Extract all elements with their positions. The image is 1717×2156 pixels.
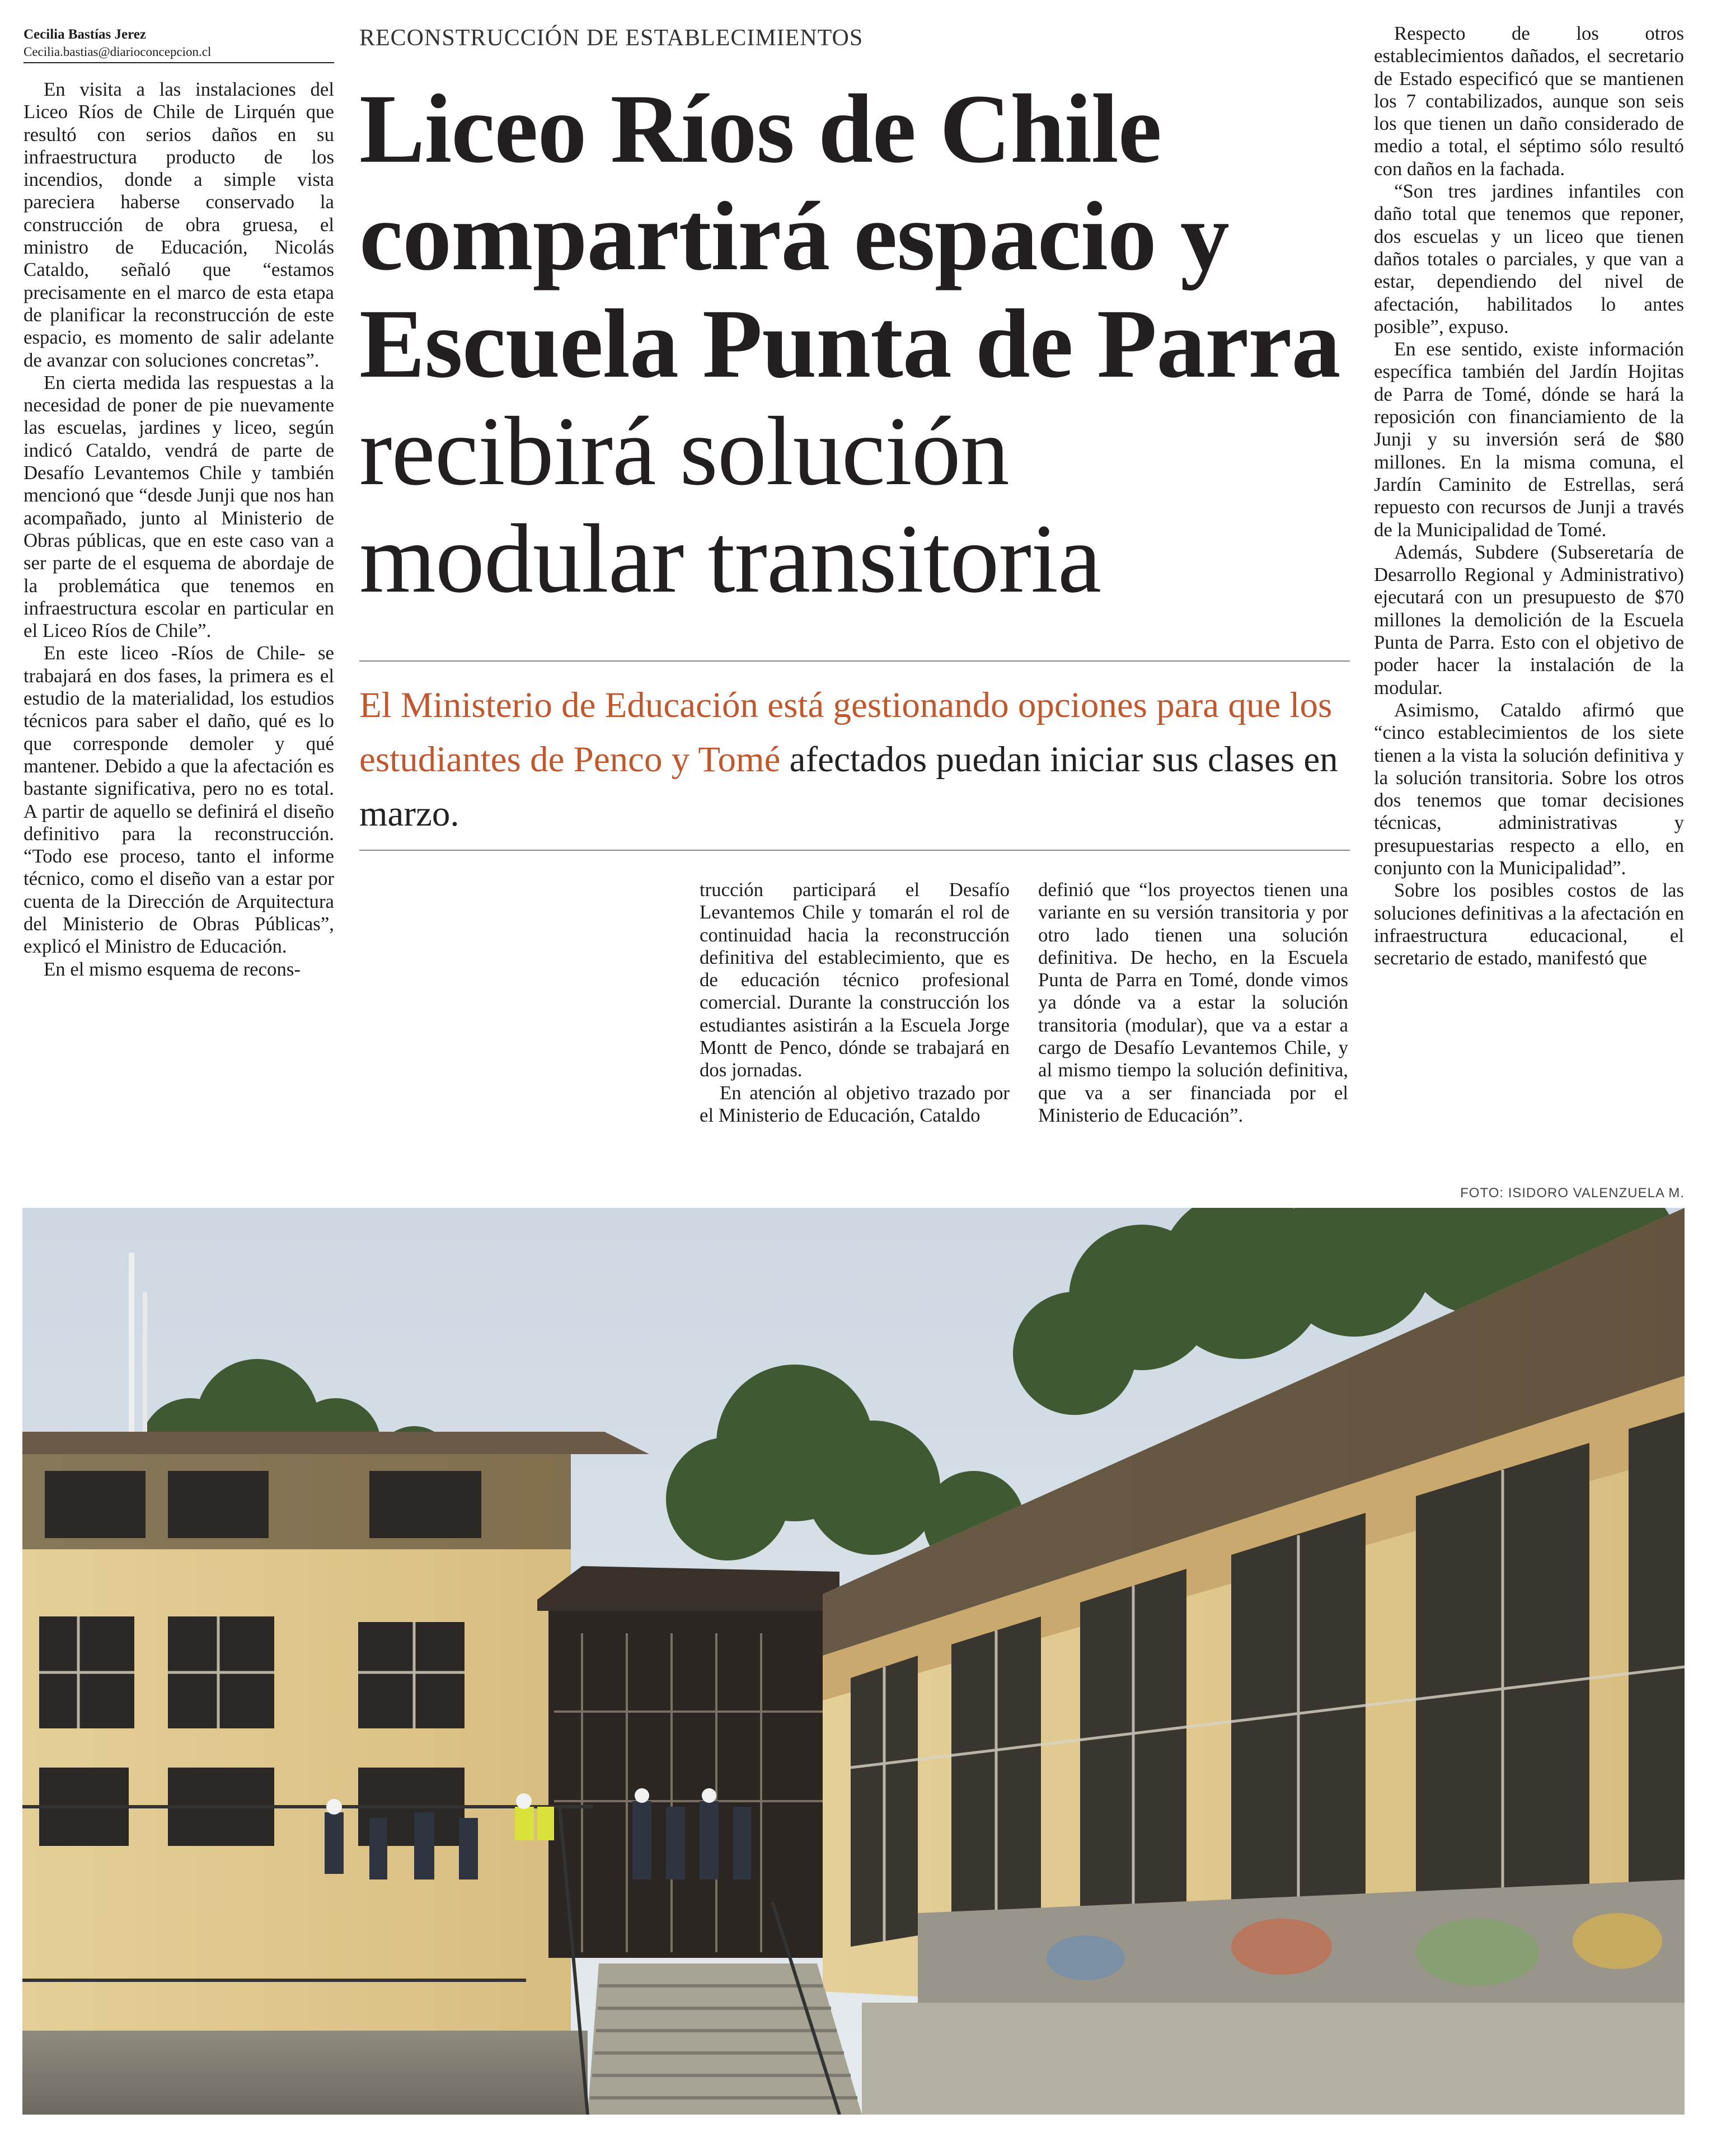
byline-author: Cecilia Bastías Jerez [24, 27, 146, 42]
paragraph: definió que “los proyectos tienen una variante en su versión transitoria y por otro lado tienen una solución definitiva. De hecho, en la Escuela Punta de Parra en Tomé, donde vimos ya dónde va a estar la solución transitoria (modular), que va a estar a cargo de Desafío Levantemos Chile, y al mismo tiempo la solución definitiva, que va a ser financiada por el Ministerio de Educación”. [1038, 879, 1348, 1126]
paragraph: Sobre los posibles costos de las soluciones definitivas a la afectación en infraestructura educacional, el secretario de estado, manifestó que [1374, 879, 1684, 969]
byline-email: Cecilia.bastias@diarioconcepcion.cl [24, 45, 212, 59]
paragraph: Además, Subdere (Subseretaría de Desarrollo Regional y Administrativo) ejecutará con un presupuesto de $70 millones la demolición de la Escuela Punta de Parra. Esto con el objetivo de poder hacer la instalación de la modular. [1374, 541, 1684, 699]
deck-rest: afectados puedan iniciar sus clases en marzo. [359, 739, 1338, 834]
paragraph: “Son tres jardines infantiles con daño total que tenemos que reponer, dos escuelas y un liceo que tienen daños totales o parciales, y que van a estar, dependiendo del nivel de afectación, habilitados lo antes posible”, expuso. [1374, 180, 1684, 338]
body-column-3 [1038, 879, 1348, 1127]
paragraph: En atención al objetivo trazado por el Ministerio de Educación, Cataldo [700, 1081, 1010, 1126]
paragraph: En este liceo -Ríos de Chile- se trabajará en dos fases, la primera es el estudio de la materialidad, los estudios técnicos para saber el daño, qué es lo que corresponde demoler y qué mantener. Debido a que la afectación es bastante significativa, pero no es total. A partir de aquello se definirá el diseño definitivo para la reconstrucción. “Todo ese proceso, tanto el informe técnico, como el diseño van a estar por cuenta de la Dirección de Arquitectura del Ministerio de Obras Públicas”, explicó el Ministro de Educación. [24, 642, 334, 958]
body-column-1 [24, 78, 334, 981]
deck [359, 678, 1344, 841]
body-column-2 [700, 879, 1010, 1127]
paragraph: Respecto de los otros establecimientos dañados, el secretario de Estado especificó que se mantienen los 7 contabilizados, aunque son seis los que tienen un daño considerado de medio a total, el séptimo sólo resultó con daños en la fachada. [1374, 22, 1684, 180]
byline-rule [24, 62, 334, 63]
headline-light: recibirá solución modular transitoria [359, 397, 1101, 613]
headline-bold: Liceo Ríos de Chile compartirá espacio y Escuela Punta de Parra [359, 74, 1340, 399]
headline [359, 76, 1350, 613]
photo-credit: FOTO: ISIDORO VALENZUELA M. [1460, 1185, 1685, 1201]
paragraph: En visita a las instalaciones del Liceo Ríos de Chile de Lirquén que resultó con serios daños en su infraestructura producto de los incendios, donde a simple vista pareciera haberse conservado la construcción de obra gruesa, el ministro de Educación, Nicolás Cataldo, señaló que “estamos precisamente en el marco de esta etapa de planificar la reconstrucción de este espacio, es momento de salir adelante de avanzar con soluciones concretas”. [24, 78, 334, 371]
paragraph: Asimismo, Cataldo afirmó que “cinco establecimientos de los siete tienen a la vista la solución definitiva y la solución transitoria. Sobre los otros dos tenemos que tomar decisiones técnicas, administrativas y presupuestarias respecto a ello, en conjunto con la Municipalidad”. [1374, 699, 1684, 879]
deck-rule-bottom [359, 850, 1350, 851]
deck-highlight: El Ministerio de Educación está gestionando opciones para que los estudiantes de Penco y Tomé [359, 685, 1333, 780]
paragraph: En ese sentido, existe información específica también del Jardín Hojitas de Parra de Tomé, dónde se hará la reposición con financiamiento de la Junji y su inversión será de $80 millones. En la misma comuna, el Jardín Caminito de Estrellas, será repuesto con recursos de Junji a través de la Municipalidad de Tomé. [1374, 338, 1684, 541]
paragraph: En cierta medida las respuestas a la necesidad de poner de pie nuevamente las escuelas, jardines y liceo, según indicó Cataldo, vendrá de parte de Desafío Levantemos Chile y también mencionó que “desde Junji que nos han acompañado, junto al Ministerio de Obras públicas, que en este caso van a ser parte de el esquema de abordaje de la problemática que tenemos en infraestructura escolar en particular en el Liceo Ríos de Chile”. [24, 371, 334, 642]
school-photo [22, 1208, 1685, 2115]
deck-rule-top [359, 660, 1350, 662]
paragraph: En el mismo esquema de recons- [44, 958, 301, 980]
body-column-4 [1374, 22, 1684, 969]
paragraph: trucción participará el Desafío Levantemos Chile y tomarán el rol de continuidad hacia la reconstrucción definitiva del establecimiento, que es de educación técnico profesional comercial. Durante la construcción los estudiantes asistirán a la Escuela Jorge Montt de Penco, dónde se trabajará en dos jornadas. [700, 879, 1010, 1081]
section-label: RECONSTRUCCIÓN DE ESTABLECIMIENTOS [359, 25, 864, 51]
